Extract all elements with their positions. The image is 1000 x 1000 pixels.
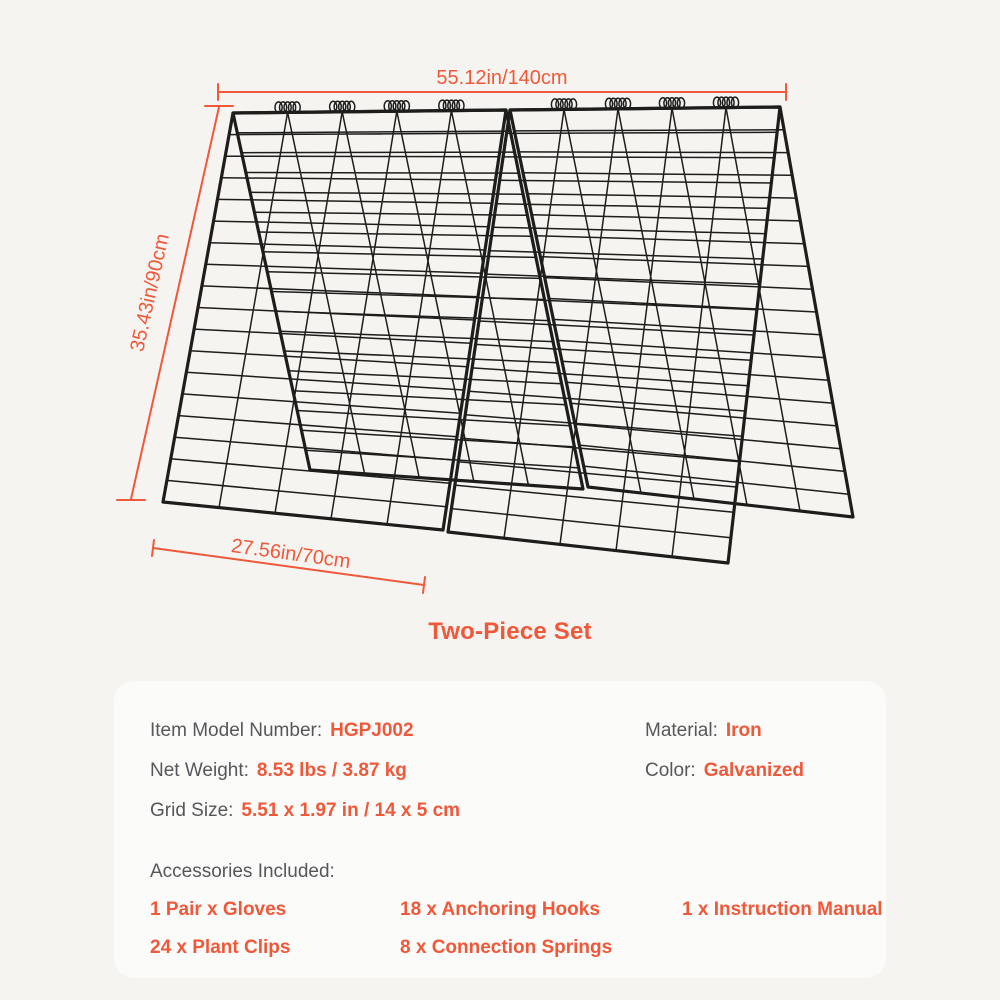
spec-panel <box>114 681 886 978</box>
spec-label: Grid Size: <box>150 800 234 821</box>
spec-value: 8.53 lbs / 3.87 kg <box>256 760 407 781</box>
spec-value: Galvanized <box>703 760 805 781</box>
spec-label: Net Weight: <box>150 760 249 781</box>
accessories-label: Accessories Included: <box>150 861 335 882</box>
spec-value: 5.51 x 1.97 in / 14 x 5 cm <box>241 800 461 821</box>
spec-row-grid-size <box>150 799 460 823</box>
set-title: Two-Piece Set <box>428 618 592 645</box>
spec-label: Item Model Number: <box>150 720 323 741</box>
spec-row-color <box>645 759 804 783</box>
accessory-item: 1 Pair x Gloves <box>150 899 287 920</box>
back-panel-right-wires <box>514 108 849 511</box>
spec-label: Color: <box>645 760 696 781</box>
spec-value: HGPJ002 <box>330 720 414 741</box>
dim-width-label: 55.12in/140cm <box>436 67 568 89</box>
spec-value: Iron <box>725 720 762 741</box>
spec-row-model <box>150 719 414 743</box>
accessory-item: 8 x Connection Springs <box>400 937 613 958</box>
accessory-item: 24 x Plant Clips <box>150 937 291 958</box>
dim-depth-label: 27.56in/70cm <box>229 535 352 574</box>
accessory-item: 18 x Anchoring Hooks <box>400 899 600 920</box>
trellis-illustration <box>163 107 853 563</box>
spec-row-weight <box>150 759 407 783</box>
accessory-item: 1 x Instruction Manual <box>682 899 883 920</box>
dim-height-label: 35.43in/90cm <box>126 231 174 354</box>
spec-label: Material: <box>645 720 718 741</box>
spec-row-material <box>645 719 762 743</box>
